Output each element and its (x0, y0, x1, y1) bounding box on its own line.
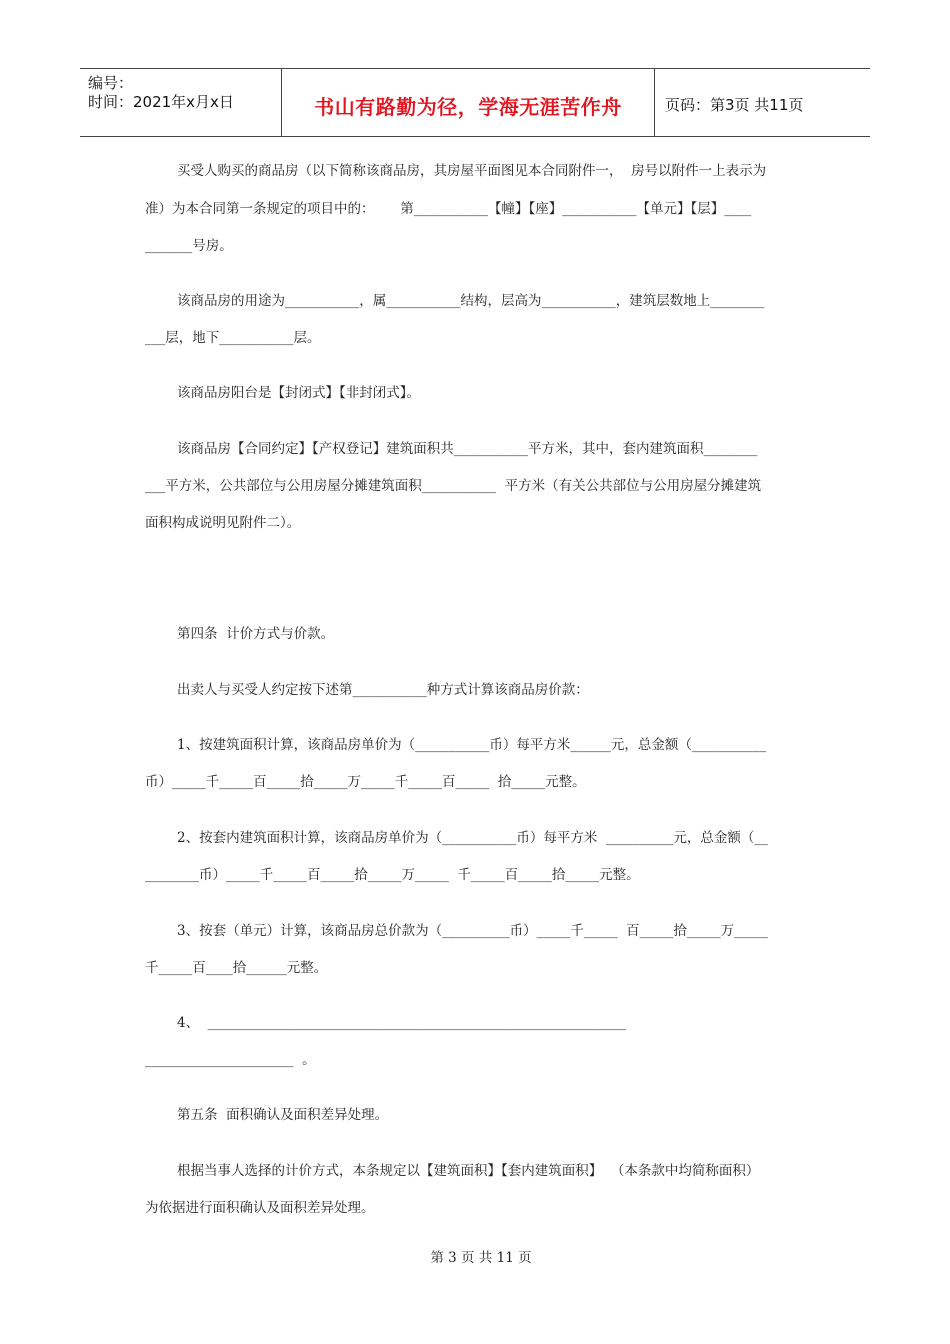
paragraph-line: 根据当事人选择的计价方式，本条规定以【建筑面积】【套内建筑面积】 （本条款中均简称面积） (177, 1163, 760, 1179)
paragraph-line: ___层，地下___________层。 (145, 330, 321, 346)
section-heading: 第五条 面积确认及面积差异处理。 (177, 1107, 389, 1123)
header-motto-cell (282, 69, 655, 136)
paragraph-line: 3、按套（单元）计算，该商品房总价款为（__________币）_____千_____ 百_____拾_____万_____ (177, 923, 768, 939)
paragraph-line: 4、 ______________________________________________________________ (177, 1015, 627, 1031)
section-heading: 第四条 计价方式与价款。 (177, 626, 335, 642)
paragraph-line: 该商品房阳台是【封闭式】【非封闭式】。 (177, 385, 420, 401)
paragraph-line: 为依据进行面积确认及面积差异处理。 (145, 1200, 375, 1216)
paragraph-line: ________币）_____千_____百_____拾_____万_____ 千_____百_____拾_____元整。 (145, 867, 640, 883)
number-label: 编号： (88, 74, 134, 92)
paragraph-line: 出卖人与买受人约定按下述第___________种方式计算该商品房价款： (177, 682, 589, 698)
page-header (80, 68, 870, 137)
paragraph-line: 该商品房【合同约定】【产权登记】建筑面积共___________平方米，其中，套内建筑面积________ (177, 441, 758, 457)
paragraph-line: 该商品房的用途为___________，属___________结构，层高为___________，建筑层数地上________ (177, 293, 765, 309)
paragraph-line: 币）_____千_____百_____拾_____万_____千_____百_____ 拾_____元整。 (145, 774, 586, 790)
header-meta (80, 69, 282, 136)
paragraph-line: 1、按建筑面积计算，该商品房单价为（___________币）每平方米______元，总金额（___________ (177, 737, 767, 753)
paragraph-line: 买受人购买的商品房（以下简称该商品房，其房屋平面图见本合同附件一， 房号以附件一上表示为 (177, 163, 767, 179)
paragraph-line: 准）为本合同第一条规定的项目中的： 第___________【幢】【座】___________【单元】【层】____ (145, 201, 752, 217)
paragraph-line: ___平方米，公共部位与公用房屋分摊建筑面积___________ 平方米（有关公共部位与公用房屋分摊建筑 (145, 478, 762, 494)
page-footer: 第 3 页 共 11 页 (430, 1250, 532, 1266)
paragraph-line: 面积构成说明见附件二）。 (145, 515, 301, 531)
paragraph-line: _______号房。 (145, 238, 233, 254)
page-code-text: 页码：第3页 共11页 (665, 96, 804, 114)
paragraph-line: 2、按套内建筑面积计算，该商品房单价为（___________币）每平方米 __________元，总金额（__ (177, 830, 768, 846)
motto-text: 书山有路勤为径，学海无涯苦作舟 (314, 95, 622, 119)
paragraph-line: ______________________ 。 (145, 1052, 316, 1068)
paragraph-line: 千_____百____拾______元整。 (145, 960, 328, 976)
date-line: 时间：2021年x月x日 (88, 93, 234, 111)
header-page-code (655, 69, 870, 136)
